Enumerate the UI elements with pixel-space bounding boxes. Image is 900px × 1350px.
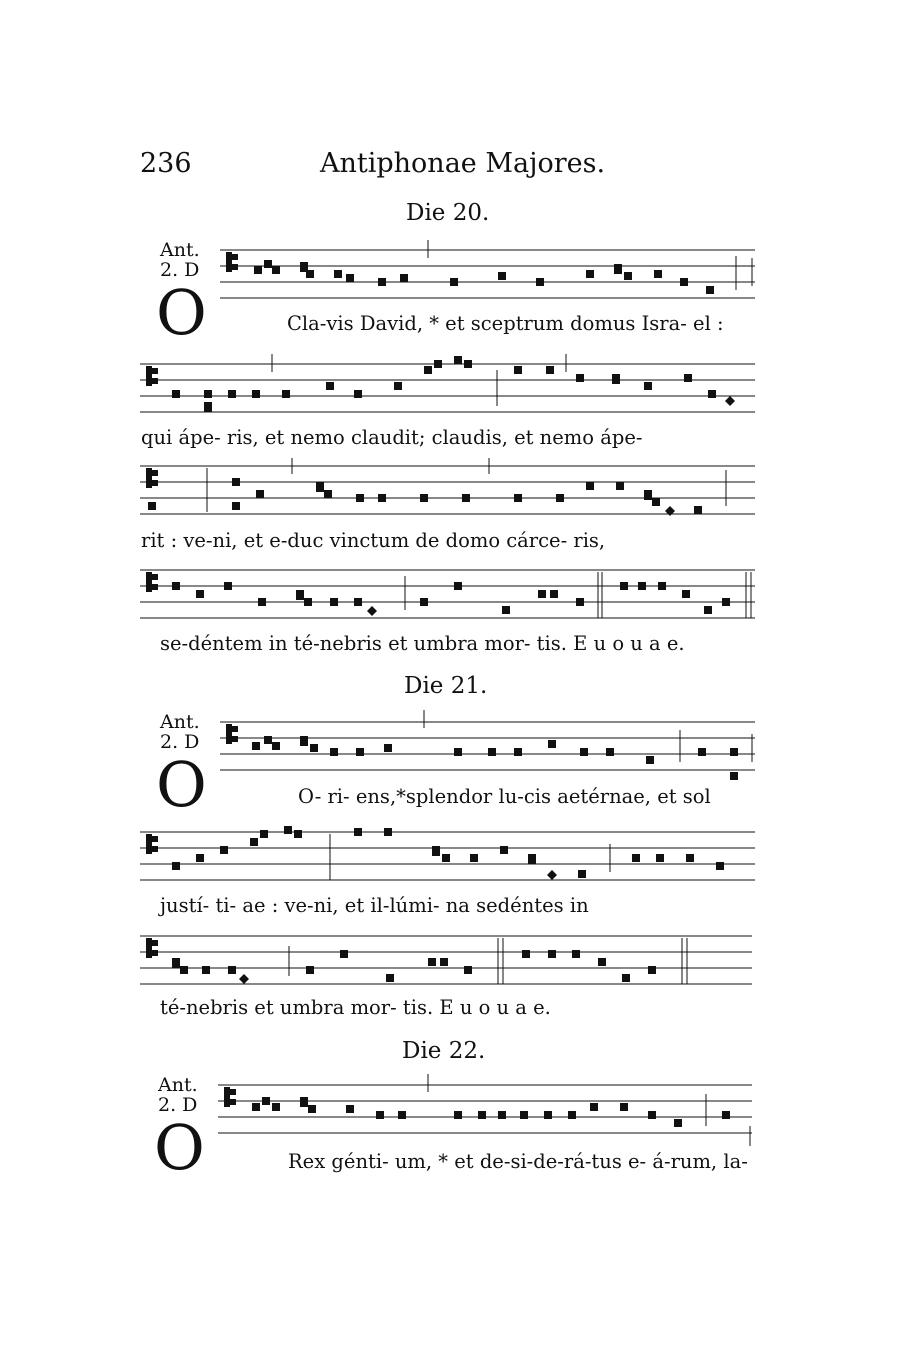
page-number: 236 <box>140 148 192 179</box>
mode-label: 2. D <box>160 259 200 281</box>
lyric-line: té-nebris et umbra mor- tis. E u o u a e. <box>160 996 551 1019</box>
mode-label: 2. D <box>160 731 200 753</box>
neumes-staff-6 <box>146 826 724 880</box>
initial-letter: O <box>156 276 207 349</box>
lyric-line: qui ápe- ris, et nemo claudit; claudis, et nemo ápe- <box>141 426 643 449</box>
initial-letter: O <box>156 748 207 821</box>
staff-8 <box>218 1074 752 1146</box>
section-heading-die-21: Die 21. <box>404 673 488 699</box>
antiphon-label: Ant. <box>160 711 200 733</box>
neumes-staff-5 <box>226 724 738 780</box>
page-title: Antiphonae Majores. <box>320 148 606 179</box>
lyric-line: justí- ti- ae : ve-ni, et il-lúmi- na sedéntes in <box>160 894 589 917</box>
staff-4 <box>140 570 755 618</box>
lyric-line: Cla-vis David, * et sceptrum domus Isra- el : <box>287 312 724 335</box>
antiphon-label: Ant. <box>160 239 200 261</box>
neumes-staff-7 <box>146 938 656 984</box>
lyric-line: se-déntem in té-nebris et umbra mor- tis. E u o u a e. <box>160 632 685 655</box>
neumes-staff-8 <box>224 1087 730 1127</box>
neumes-staff-4 <box>146 572 730 616</box>
initial-letter: O <box>154 1111 205 1184</box>
section-heading-die-20: Die 20. <box>406 200 490 226</box>
antiphon-label: Ant. <box>158 1074 198 1096</box>
neumes-staff-1 <box>226 252 714 294</box>
lyric-line: O- ri- ens,*splendor lu-cis aetérnae, et sol <box>298 785 711 808</box>
section-heading-die-22: Die 22. <box>402 1038 486 1064</box>
mode-label: 2. D <box>158 1094 198 1116</box>
lyric-line: rit : ve-ni, et e-duc vinctum de domo cárce- ris, <box>141 529 606 552</box>
staff-2 <box>140 354 755 412</box>
neumes-staff-3 <box>146 468 702 516</box>
lyric-line: Rex génti- um, * et de-si-de-rá-tus e- á-rum, la- <box>288 1150 748 1173</box>
